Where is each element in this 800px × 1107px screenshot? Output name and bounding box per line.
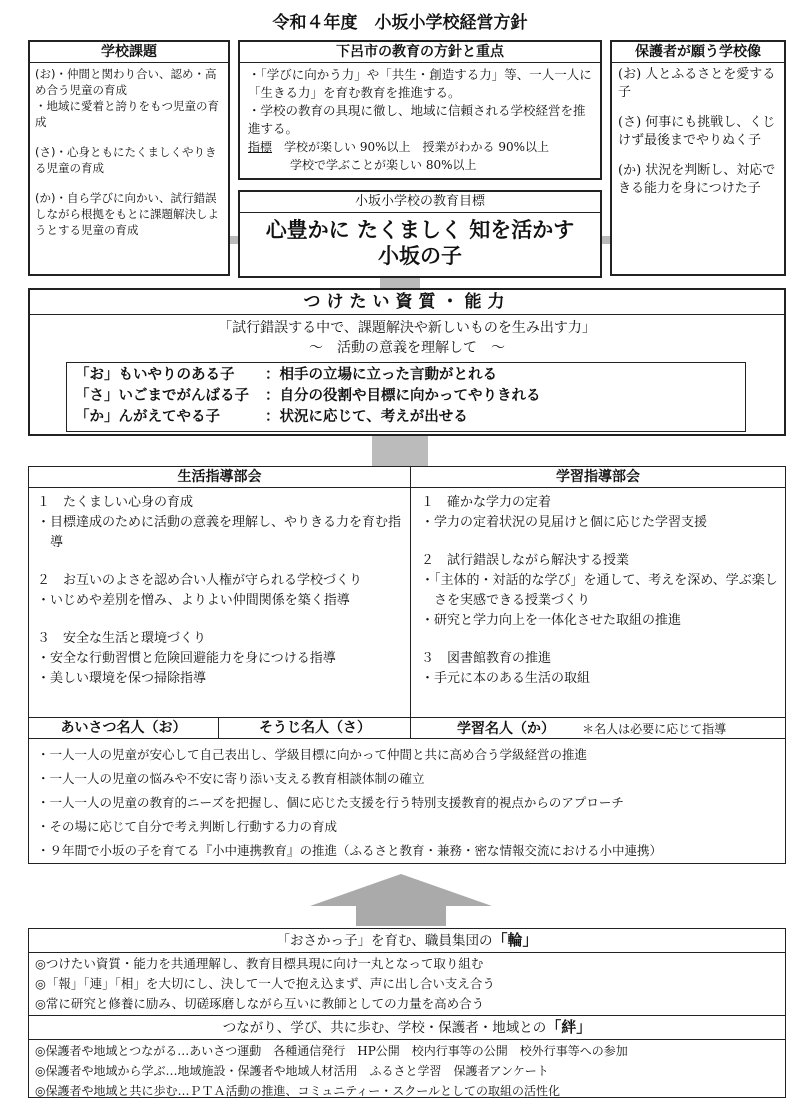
staff-item: ◎常に研究と修養に励み、切磋琢磨しながら互いに教師としての力量を高め合う (35, 996, 485, 1011)
community-item: ◎保護者や地域と共に歩む…ＰＴＡ活動の推進、コミュニティー・スクールとしての取組の活性化 (35, 1084, 561, 1098)
community-header: つながり、学び、共に歩む、学校・保護者・地域との (222, 1020, 547, 1036)
staff-item: ◎つけたい資質・能力を共通理解し、教育目標具現に向け一丸となって取り組む (35, 956, 484, 971)
life-s3-title: ３ 安全な生活と環境づくり (37, 631, 207, 646)
committees-box (28, 466, 786, 864)
staff-header-key: 「輪」 (492, 931, 538, 949)
school-goal-line2: 小坂の子 (378, 244, 462, 268)
indicator-2: 学校で学ぶことが楽しい 80%以上 (290, 158, 477, 172)
parents-wish-item: (か) 状況を判断し、対応できる能力を身につけた子 (618, 163, 776, 196)
life-s1-item: ・目標達成のために活動の意義を理解し、やりきる力を育む指導 (37, 515, 402, 550)
quality-key: 「か」んがえてやる子 (75, 409, 220, 425)
issue-item: ・地域に愛着と誇りをもつ児童の育成 (35, 99, 219, 129)
parents-wish-item: (お) 人とふるさとを愛する子 (618, 67, 776, 100)
common-item: ・一人一人の児童の悩みや不安に寄り添い支える教育相談体制の確立 (37, 771, 425, 786)
staff-community-box (28, 928, 786, 1098)
school-goal-box (238, 190, 602, 278)
parents-wish-box (610, 40, 786, 276)
common-item: ・その場に応じて自分で考え判断し行動する力の育成 (37, 819, 338, 834)
school-issues-box (28, 40, 230, 276)
school-goal-line1: 心豊かに たくましく 知を活かす (265, 218, 575, 242)
study-header: 学習指導部会 (411, 467, 785, 488)
qualities-line2: ～ 活動の意義を理解して ～ (309, 340, 505, 356)
city-policy-item: ・学校の教育の具現に徹し、地域に信頼される学校経営を推進する。 (248, 103, 586, 136)
parents-wish-item: (さ) 何事にも挑戦し、くじけず最後までやりぬく子 (618, 115, 776, 148)
quality-key: 「さ」いごまでがんばる子 (75, 388, 249, 404)
staff-item: ◎「報」「連」「相」を大切にし、決して一人で抱え込まず、声に出し合い支え合う (35, 976, 495, 991)
community-item: ◎保護者や地域とつながる…あいさつ運動 各種通信発行 HP公開 校内行事等の公開 校外行事等への参加 (35, 1044, 628, 1058)
master-note: ＊名人は必要に応じて指導 (582, 722, 727, 736)
city-policy-header: 下呂市の教育の方針と重点 (240, 42, 600, 63)
issue-item: (お)・仲間と関わり合い、認め・高め合う児童の育成 (35, 67, 217, 97)
quality-desc: ：状況に応じて、考えが出せる (265, 409, 468, 425)
study-s2-title: ２ 試行錯誤しながら解決する授業 (421, 553, 630, 568)
indicator-1: 学校が楽しい 90%以上 授業がわかる 90%以上 (284, 140, 550, 154)
master-greet: あいさつ名人（お） (29, 718, 219, 738)
master-learn: 学習名人（か） (457, 721, 555, 737)
indicator-label: 指標 (248, 140, 273, 154)
staff-header: 「おさかっ子」を育む、職員集団の (276, 933, 493, 949)
life-header: 生活指導部会 (29, 467, 410, 488)
study-s1-title: １ 確かな学力の定着 (421, 495, 552, 510)
life-s2-title: ２ お互いのよさを認め合い人権が守られる学校づくり (37, 573, 363, 588)
quality-key: 「お」もいやりのある子 (75, 367, 235, 383)
school-issues-header: 学校課題 (30, 42, 228, 63)
study-s3-title: ３ 図書館教育の推進 (421, 651, 552, 666)
qualities-line1: 「試行錯誤する中で、課題解決や新しいものを生み出す力」 (218, 320, 596, 336)
study-s3-item: ・手元に本のある生活の取組 (421, 671, 591, 686)
issue-item: (さ)・心身ともにたくましくやりきる児童の育成 (35, 145, 217, 175)
quality-desc: ：自分の役割や目標に向かってやりきれる (265, 388, 541, 404)
community-item: ◎保護者や地域から学ぶ…地域施設・保護者や地域人材活用 ふるさと学習 保護者アンケート (35, 1064, 549, 1078)
study-s2-item1: ・「主体的・対話的な学び」を通して、考えを深め、学ぶ楽しさを実感できる授業づくり (421, 573, 778, 608)
city-policy-box (238, 40, 602, 180)
qualities-table (66, 362, 746, 432)
community-header-key: 「絆」 (546, 1018, 592, 1036)
connector-middle (372, 434, 428, 466)
common-item: ・一人一人の児童が安心して自己表出し、学級目標に向かって仲間と共に高め合う学級経営の推進 (37, 747, 588, 762)
master-clean: そうじ名人（さ） (259, 720, 371, 736)
parents-wish-header: 保護者が願う学校像 (612, 42, 784, 63)
issue-item: (か)・自ら学びに向かい、試行錯誤しながら根拠をもとに課題解決しようとする児童の育成 (35, 191, 219, 237)
study-s1-item: ・学力の定着状況の見届けと個に応じた学習支援 (421, 515, 708, 530)
common-item: ・９年間で小坂の子を育てる『小中連携教育』の推進（ふるさと教育・兼務・密な情報交流における小中連携） (37, 843, 663, 858)
city-policy-item: ・「学びに向かう力」や「共生・創造する力」等、一人一人に「生きる力」を育む教育を推進する。 (248, 67, 592, 100)
page-title: 令和４年度 小坂小学校経営方針 (272, 13, 528, 33)
life-s1-title: １ たくましい心身の育成 (37, 495, 194, 510)
connector-top (380, 278, 420, 288)
life-s3-item2: ・美しい環境を保つ掃除指導 (37, 671, 207, 686)
common-item: ・一人一人の児童の教育的ニーズを把握し、個に応じた支援を行う特別支援教育的視点からのアプローチ (37, 795, 624, 810)
qualities-header: つけたい資質・能力 (30, 290, 784, 315)
study-s2-item2: ・研究と学力向上を一体化させた取組の推進 (421, 613, 682, 628)
life-s2-item: ・いじめや差別を憎み、よりよい仲間関係を築く指導 (37, 593, 350, 608)
up-arrow-icon (306, 872, 496, 926)
qualities-box (28, 288, 786, 436)
school-goal-header: 小坂小学校の教育目標 (240, 192, 600, 213)
quality-desc: ：相手の立場に立った言動がとれる (265, 367, 497, 383)
life-s3-item1: ・安全な行動習慣と危険回避能力を身につける指導 (37, 651, 336, 666)
